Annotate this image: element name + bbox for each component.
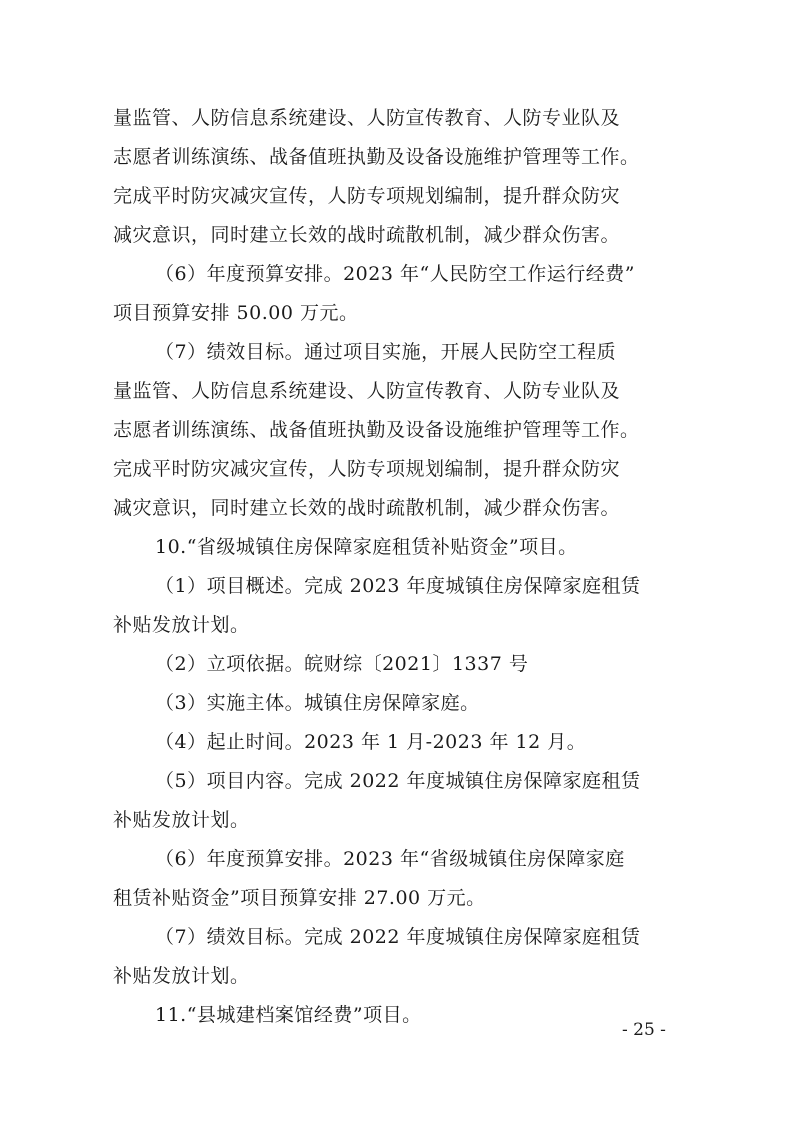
text-line: 完成平时防灾减灾宣传，人防专项规划编制，提升群众防灾 (113, 458, 621, 480)
text-line: 志愿者训练演练、战备值班执勤及设备设施维护管理等工作。 (113, 419, 640, 441)
section-heading: 10.“省级城镇住房保障家庭租赁补贴资金”项目。 (155, 536, 578, 558)
text-line: 减灾意识，同时建立长效的战时疏散机制，减少群众伤害。 (113, 224, 621, 246)
text-line: （5）项目内容。完成 2022 年度城镇住房保障家庭租赁 (155, 770, 641, 792)
text-line: 项目预算安排 50.00 万元。 (113, 302, 359, 324)
text-line: 志愿者训练演练、战备值班执勤及设备设施维护管理等工作。 (113, 146, 640, 168)
text-line: 完成平时防灾减灾宣传，人防专项规划编制，提升群众防灾 (113, 185, 621, 207)
text-line: （7）绩效目标。通过项目实施，开展人民防空工程质 (155, 341, 617, 363)
text-line: （2）立项依据。皖财综〔2021〕1337 号 (155, 653, 529, 675)
text-line: 补贴发放计划。 (113, 614, 250, 636)
text-line: （6）年度预算安排。2023 年“人民防空工作运行经费” (155, 263, 635, 285)
page-number: - 25 - (622, 1020, 666, 1040)
text-line: （4）起止时间。2023 年 1 月-2023 年 12 月。 (155, 731, 587, 753)
text-line: （6）年度预算安排。2023 年“省级城镇住房保障家庭 (155, 848, 625, 870)
text-line: 量监管、人防信息系统建设、人防宣传教育、人防专业队及 (113, 380, 621, 402)
text-line: （1）项目概述。完成 2023 年度城镇住房保障家庭租赁 (155, 575, 641, 597)
text-line: 量监管、人防信息系统建设、人防宣传教育、人防专业队及 (113, 107, 621, 129)
text-line: 补贴发放计划。 (113, 965, 250, 987)
text-line: 租赁补贴资金”项目预算安排 27.00 万元。 (113, 887, 486, 909)
text-line: 补贴发放计划。 (113, 809, 250, 831)
text-line: （7）绩效目标。完成 2022 年度城镇住房保障家庭租赁 (155, 926, 641, 948)
section-heading: 11.“县城建档案馆经费”项目。 (155, 1004, 422, 1026)
text-line: 减灾意识，同时建立长效的战时疏散机制，减少群众伤害。 (113, 497, 621, 519)
text-line: （3）实施主体。城镇住房保障家庭。 (155, 692, 480, 714)
